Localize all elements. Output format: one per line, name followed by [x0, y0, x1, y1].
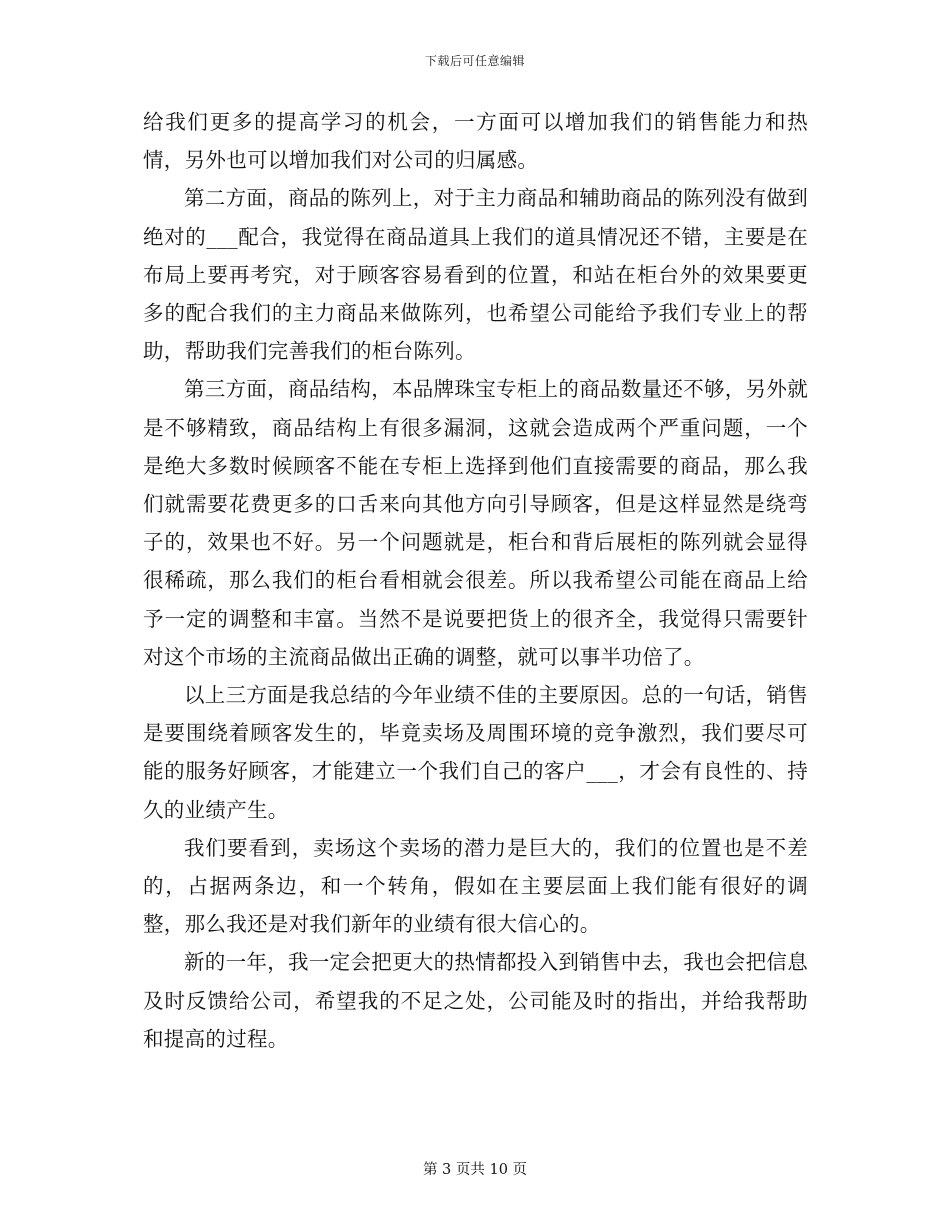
paragraph-new-year: 新的一年，我一定会把更大的热情都投入到销售中去，我也会把信息及时反馈给公司，希望我的不足之处，公司能及时的指出，并给我帮助和提高的过程。 — [143, 950, 808, 1051]
document-body — [143, 103, 808, 1058]
page-number: 第 3 页共 10 页 — [422, 1162, 528, 1178]
paragraph-potential: 我们要看到，卖场这个卖场的潜力是巨大的，我们的位置也是不差的，占据两条边，和一个转角，假如在主要层面上我们能有很好的调整，那么我还是对我们新年的业绩有很大信心的。 — [143, 835, 808, 937]
paragraph-product-structure: 第三方面，商品结构，本品牌珠宝专柜上的商品数量还不够，另外就是不够精致，商品结构上有很多漏洞，这就会造成两个严重问题，一个是绝大多数时候顾客不能在专柜上选择到他们直接需要的商品，那么我们就需要花费更多的口舌来向其他方向引导顾客，但是这样显然是绕弯子的，效果也不好。另一个问题就是，柜台和背后展柜的陈列就会显得很稀疏，那么我们的柜台看相就会很差。所以我希望公司能在商品上给予一定的调整和丰富。当然不是说要把货上的很齐全，我觉得只需要针对这个市场的主流商品做出正确的调整，就可以事半功倍了。 — [143, 377, 808, 669]
page-header: 下载后可任意编辑 — [424, 54, 525, 68]
paragraph-summary: 以上三方面是我总结的今年业绩不佳的主要原因。总的一句话，销售是要围绕着顾客发生的，毕竟卖场及周围环境的竞争激烈，我们要尽可能的服务好顾客，才能建立一个我们自己的客户___，才会有良性的、持久的业绩产生。 — [143, 683, 808, 822]
paragraph-display: 第二方面，商品的陈列上，对于主力商品和辅助商品的陈列没有做到绝对的___配合，我觉得在商品道具上我们的道具情况还不错，主要是在布局上要再考究，对于顾客容易看到的位置，和站在柜台外的效果要更多的配合我们的主力商品来做陈列，也希望公司能给予我们专业上的帮助，帮助我们完善我们的柜台陈列。 — [143, 186, 808, 364]
paragraph-continuation: 给我们更多的提高学习的机会，一方面可以增加我们的销售能力和热情，另外也可以增加我们对公司的归属感。 — [143, 110, 808, 173]
